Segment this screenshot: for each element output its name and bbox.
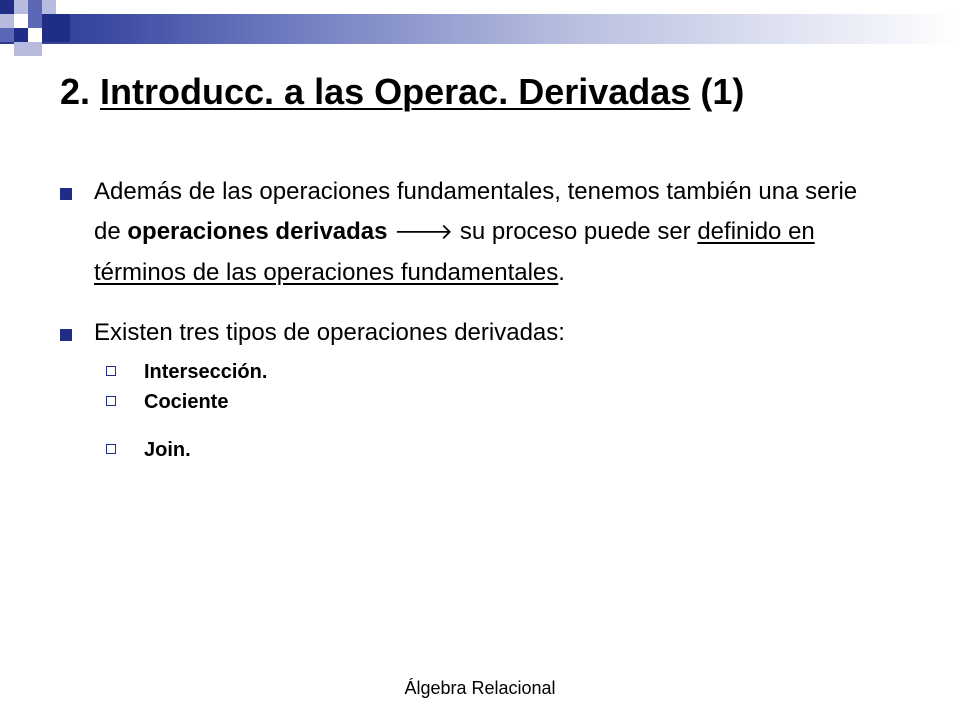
bullet-bold-derived-operations: operaciones derivadas <box>127 218 388 245</box>
sub-item-label: Cociente <box>144 391 229 413</box>
sub-item-quotient <box>106 387 880 417</box>
title-suffix: (1) <box>700 71 745 112</box>
slide-content <box>60 172 880 465</box>
bullet-text-a: Además de las operaciones fundamentales, tenemos también una serie de <box>94 178 858 245</box>
bullet-types-text: Existen tres tipos de operaciones derivadas: <box>94 319 565 346</box>
title-underlined: Introducc. a las Operac. Derivadas <box>100 71 691 112</box>
hollow-square-bullet-icon <box>106 396 116 406</box>
sub-item-join <box>106 435 880 465</box>
sub-item-label: Join. <box>144 439 191 461</box>
header-gradient-band <box>0 14 960 44</box>
bullet-underlined-definition: definido en términos de las operaciones fundamentales <box>94 218 815 286</box>
square-bullet-icon <box>60 329 72 341</box>
slide-title <box>60 70 744 113</box>
bullet-period: . <box>558 259 565 286</box>
hollow-square-bullet-icon <box>106 444 116 454</box>
slide-footer: Álgebra Relacional <box>404 678 556 698</box>
sub-item-label: Intersección. <box>144 361 268 383</box>
right-arrow-icon: 🡒 <box>394 220 454 245</box>
bullet-text-b: su proceso puede ser <box>459 218 691 245</box>
sub-item-intersection <box>106 357 880 387</box>
hollow-square-bullet-icon <box>106 366 116 376</box>
title-number: 2. <box>60 71 91 112</box>
bullet-fundamental-derived <box>60 172 880 293</box>
bullet-three-types <box>60 313 880 465</box>
square-bullet-icon <box>60 188 72 200</box>
